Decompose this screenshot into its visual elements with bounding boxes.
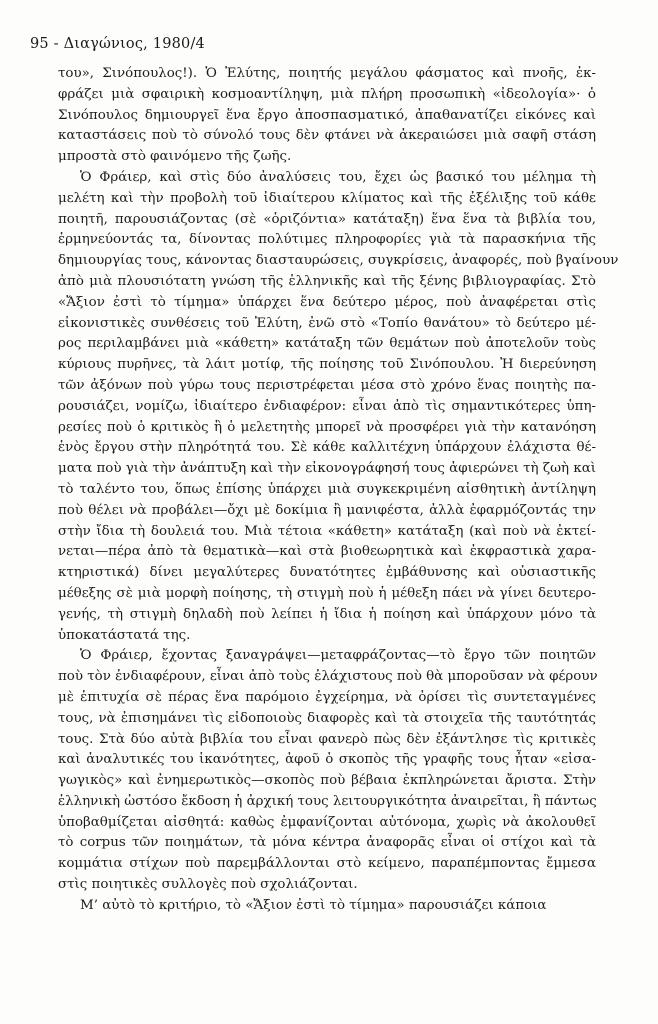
text-line: Σινόπουλος δημιουργεῖ ἕνα ἔργο ἀποσπασματικό, ἀπαθανατίζει εἰκόνες καὶ — [58, 107, 596, 123]
text-line: καὶ ἀναλυτικές του ἱκανότητες, ἀφοῦ ὁ σκοπὸς τῆς γραφῆς τους ἦταν «εἰσα- — [58, 752, 596, 768]
text-line: ρεσίες ποὺ ὁ κριτικὸς ἢ ὁ μελετητὴς μπορεῖ νὰ προσφέρει γιὰ τὴν κατανόηση — [58, 419, 596, 435]
text-line: Ὁ Φράιερ, ἔχοντας ξαναγράψει—μεταφράζοντας—τὸ ἔργο τῶν ποιητῶν — [80, 648, 596, 664]
text-line: τους. Στὰ δύο αὐτὰ βιβλία του εἶναι φανερὸ πὼς δὲν ἐξάντλησε τὶς κριτικὲς — [58, 731, 596, 747]
text-line: κτηριστικά) δίνει μεγαλύτερες δυνατότητες ἐμβάθυνσης καὶ οὐσιαστικῆς — [58, 565, 596, 581]
text-line: τους, νὰ ἐπισημάνει τὶς εἰδοποιοὺς διαφορὲς καὶ τὰ στοιχεῖα τῆς ταυτότητάς — [58, 710, 596, 726]
text-line: στὶς ποιητικὲς συλλογὲς ποὺ σχολιάζονται. — [58, 877, 358, 893]
running-head: 95 - Διαγώνιος, 1980/4 — [30, 36, 205, 52]
text-line: ἀπὸ μιὰ πλουσιότατη γνώση τῆς ἑλληνικῆς καὶ τῆς ξένης βιβλιογραφίας. Στὸ — [58, 273, 596, 289]
text-line: ποιητῆ, παρουσιάζοντας (σὲ «ὁριζόντια» κατάταξη) ἕνα ἕνα τὰ βιβλία του, — [58, 211, 596, 227]
text-line: τὸ corpus τῶν ποιημάτων, τὰ μόνα κέντρα ἀναφορᾶς εἶναι οἱ στίχοι καὶ τὰ — [58, 835, 596, 851]
paragraph — [58, 646, 596, 896]
text-line: κομμάτια στίχων ποὺ παρεμβάλλονται στὸ κείμενο, παραπέμποντας ἔμμεσα — [58, 856, 596, 872]
text-line: γωγικὸς» καὶ ἐνημερωτικὸς—σκοπὸς ποὺ βέβαια ἐκπληρώνεται ἄριστα. Στὴν — [58, 773, 596, 789]
text-line: μπροστὰ στὸ φαινόμενο τῆς ζωῆς. — [58, 149, 292, 165]
text-line: τῶν ἀξόνων ποὺ γύρω τους περιστρέφεται μέσα στὸ χρόνο ἕνας ποιητὴς πα- — [58, 377, 596, 393]
text-line: δημιουργίας τους, κάνοντας διασταυρώσεις, συγκρίσεις, ἀναφορές, ποὺ βγαίνουν — [58, 253, 619, 269]
text-line: φράζει μιὰ σφαιρικὴ κοσμοαντίληψη, μιὰ πλήρη προσωπικὴ «ἰδεολογία»· ὁ — [58, 86, 596, 102]
text-line: ἑλληνικὴ ὡστόσο ἔκδοση ἡ ἀρχική τους λειτουργικότητα ἀναιρεῖται, ἢ πάντως — [58, 793, 597, 809]
paragraph — [58, 168, 619, 646]
text-line: ποὺ θέλει νὰ προβάλει—ὄχι μὲ δοκίμια ἢ μανιφέστα, ἀλλὰ ἐφαρμόζοντάς την — [58, 502, 596, 518]
text-line: εἰκονιστικὲς συνθέσεις τοῦ Ἐλύτη, ἐνῶ στὸ «Τοπίο θανάτου» τὸ δεύτερο μέ- — [58, 315, 596, 331]
text-line: ἑνὸς ἔργου στὴν πληρότητά του. Σὲ κάθε καλλιτέχνη ὑπάρχουν ἐλάχιστα θέ- — [58, 440, 596, 456]
text-line: μελέτη καὶ τὴν προβολὴ τοῦ ἰδιαίτερου κλίματος καὶ τῆς ἐξέλιξης τοῦ κάθε — [58, 190, 596, 206]
text-line: ὑποβαθμίζεται αἰσθητά: καθὼς ἐμφανίζονται αὐτόνομα, χωρὶς νὰ ἀκολουθεῖ — [58, 814, 596, 830]
text-line: καταστάσεις ποὺ τὸ σύνολό τους δὲν φτάνει νὰ ἀκεραιώσει μιὰ σαφῆ στάση — [58, 128, 596, 144]
text-line: τὸ ταλέντο του, ὅπως ἐπίσης ὑπάρχει μιὰ συγκεκριμένη αἰσθητικὴ ἀντίληψη — [58, 481, 596, 497]
text-line: του», Σινόπουλος!). Ὁ Ἐλύτης, ποιητής μεγάλου φάσματος καὶ πνοῆς, ἐκ- — [58, 66, 596, 81]
text-line: ὑποκατάστατά της. — [58, 627, 191, 643]
text-line: γενής, τὴ στιγμὴ δηλαδὴ ποὺ λείπει ἡ ἴδια ἡ ποίηση καὶ ὑπάρχουν μόνο τὰ — [58, 606, 596, 622]
text-line: κύριους πυρῆνες, τὰ λάιτ μοτίφ, τῆς ποίησης τοῦ Σινόπουλου. Ἡ διερεύνηση — [58, 357, 596, 373]
paragraph — [58, 64, 596, 168]
body-text — [58, 64, 619, 917]
paragraph — [58, 896, 596, 917]
text-line: ἑρμηνεύοντάς τα, δίνοντας πολύτιμες πληροφορίες γιὰ τὰ παρασκήνια τῆς — [58, 232, 596, 248]
text-line: Ὁ Φράιερ, καὶ στὶς δύο ἀναλύσεις του, ἔχει ὡς βασικό του μέλημα τὴ — [80, 169, 596, 185]
text-line: μὲ ἐπιτυχία σὲ πέρας ἕνα παρόμοιο ἐγχείρημα, νὰ ὁρίσει τὶς συντεταγμένες — [58, 689, 596, 705]
text-line: Μ’ αὐτὸ τὸ κριτήριο, τὸ «Ἄξιον ἐστὶ τὸ τίμημα» παρουσιάζει κάποια — [80, 897, 547, 913]
text-line: ρος περιλαμβάνει μιὰ «κάθετη» κατάταξη τῶν θεμάτων ποὺ ἀποτελοῦν τοὺς — [58, 336, 596, 352]
text-line: στὴν ἴδια τὴ δουλειά του. Μιὰ τέτοια «κάθετη» κατάταξη (καὶ ποὺ νὰ ἐκτεί- — [58, 523, 596, 539]
text-line: ματα ποὺ γιὰ τὴν ἀνάπτυξη καὶ τὴν εἰκονογράφησή τους ἀφιερώνει τὴ ζωὴ καὶ — [58, 461, 596, 477]
text-line: ποὺ τὸν ἐνδιαφέρουν, εἶναι ἀπὸ τοὺς ἐλάχιστους ποὺ θὰ μποροῦσαν νὰ φέρουν — [58, 669, 598, 685]
text-line: ρουσιάζει, νομίζω, ἰδιαίτερο ἐνδιαφέρον: εἶναι ἀπὸ τὶς σημαντικότερες ὑπη- — [58, 398, 596, 414]
text-line: «Ἄξιον ἐστὶ τὸ τίμημα» ὑπάρχει ἕνα δεύτερο μέρος, ποὺ ἀναφέρεται στὶς — [58, 294, 596, 310]
text-line: μέθεξης σὲ μιὰ μορφὴ ποίησης, τὴ στιγμὴ ποὺ ἡ μέθεξη πάει νὰ γίνει δευτερο- — [58, 585, 596, 601]
text-line: νεται—πέρα ἀπὸ τὰ θεματικὰ—καὶ στὰ βιοθεωρητικὰ καὶ ἐκφραστικὰ χαρα- — [58, 544, 596, 560]
